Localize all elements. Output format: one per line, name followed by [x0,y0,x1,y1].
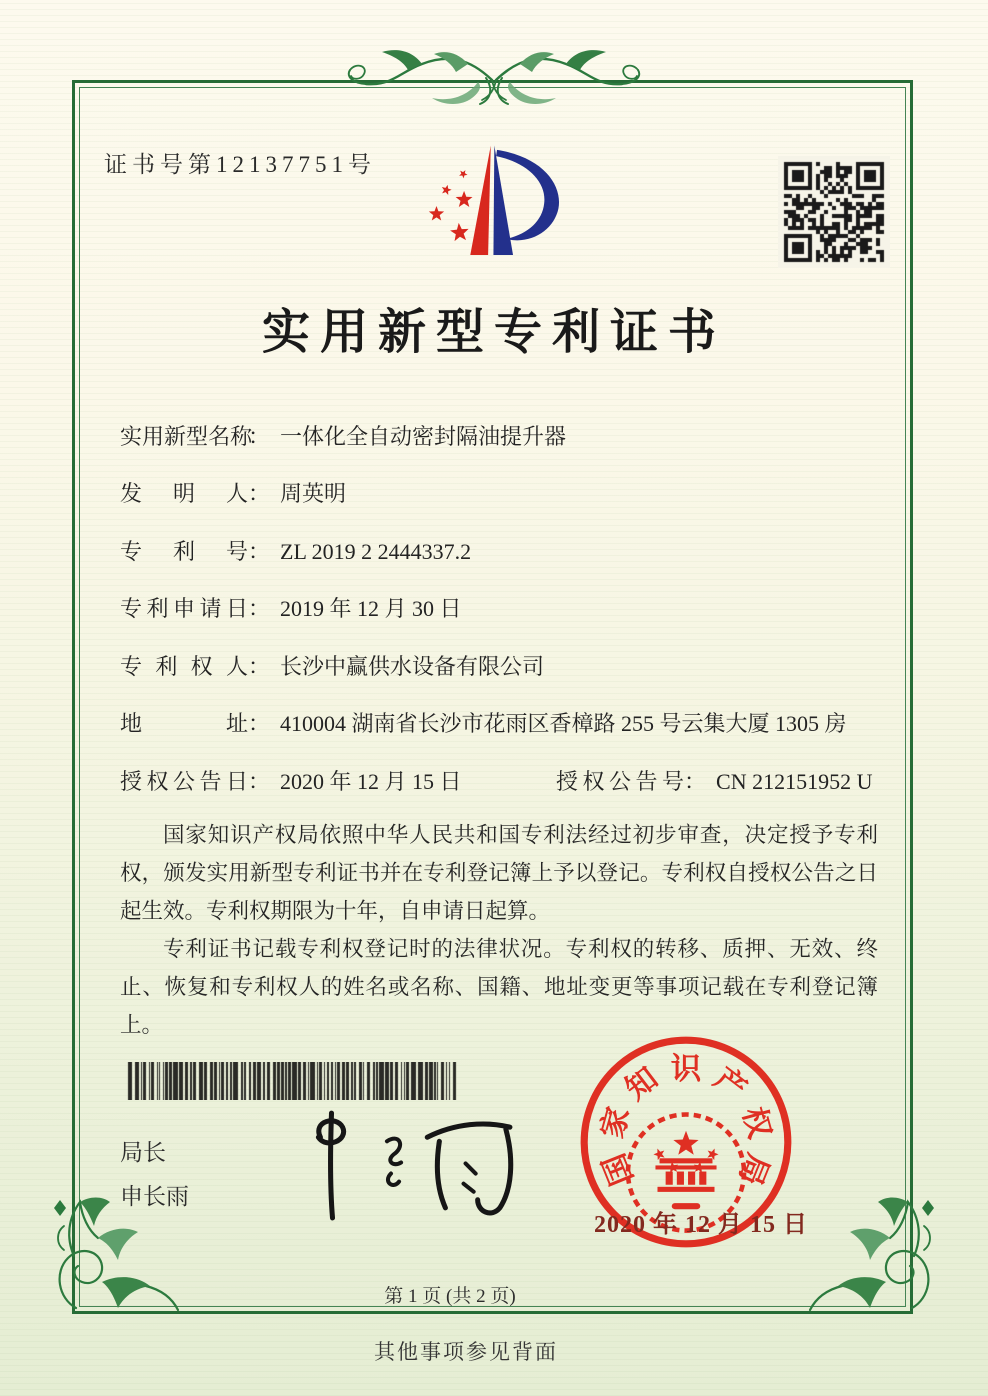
field-pair-grant-number [556,765,872,796]
svg-text:权: 权 [736,1103,777,1142]
legal-text [120,816,878,1044]
field-colon: ： [248,481,271,506]
svg-text:家: 家 [595,1103,636,1142]
field-label: 授 权 公 告 日 [120,769,248,794]
field-row-grant [120,765,880,796]
field-row-filing-date [120,592,462,623]
field-label: 专 利 权 人 [120,654,248,679]
barcode [126,1062,464,1100]
director-signature-icon [268,1106,520,1224]
official-name: 申长雨 [120,1183,189,1209]
field-row-inventor [120,477,346,508]
field-colon: ： [248,539,271,564]
field-label: 实 用 新 型 名 称 [120,424,253,449]
field-row-patentee [120,650,544,681]
legal-paragraph-2: 专利证书记载专利权登记时的法律状况。专利权的转移、质押、无效、终止、恢复和专利权人的姓名或名称、国籍、地址变更等事项记载在专利登记簿上。 [120,937,878,1037]
field-value: 2020 年 12 月 15 日 [280,769,462,794]
legal-paragraph-1: 国家知识产权局依照中华人民共和国专利法经过初步审查，决定授予专利权，颁发实用新型专利证书并在专利登记簿上予以登记。专利权自授权公告之日起生效。专利权期限为十年，自申请日起算。 [120,823,878,923]
field-colon: ： [248,596,271,621]
official-title: 局长 [120,1139,166,1165]
field-label: 专 利 申 请 日 [120,596,248,621]
svg-text:知: 知 [619,1061,665,1107]
field-value: 长沙中赢供水设备有限公司 [280,654,545,679]
field-value: 一体化全自动密封隔油提升器 [280,424,567,449]
certificate-title: 实用新型专利证书 [261,306,726,359]
field-colon: ： [248,711,271,736]
field-colon: ： [248,424,271,449]
qr-code [778,156,890,268]
field-value: 周英明 [280,481,347,506]
field-label: 地 址 [120,711,248,736]
field-value: CN 212151952 U [716,769,873,794]
field-label: 授 权 公 告 号 [556,769,684,794]
field-colon: ： [248,654,271,679]
field-value: ZL 2019 2 2444337.2 [280,539,472,564]
field-label: 专 利 号 [120,539,248,564]
field-row-patent-number [120,535,471,566]
field-label: 发 明 人 [120,481,248,506]
certificate-number: 证书号第12137751号 [104,152,376,177]
field-row-address [120,707,847,738]
svg-text:局: 局 [732,1148,776,1190]
svg-text:产: 产 [707,1061,753,1107]
field-value: 2019 年 12 月 30 日 [280,596,462,621]
cnipa-logo-icon [408,138,586,274]
footer-note: 其他事项参见背面 [374,1340,558,1364]
field-colon: ： [684,769,707,794]
field-row-utility-model-name [120,420,566,451]
field-colon: ： [248,769,271,794]
field-value: 410004 湖南省长沙市花雨区香樟路 255 号云集大厦 1305 房 [280,711,847,736]
page-indicator: 第 1 页 (共 2 页) [384,1286,516,1307]
seal-date: 2020 年 12 月 15 日 [594,1212,808,1238]
svg-text:国: 国 [596,1148,640,1190]
svg-text:识: 识 [670,1051,702,1086]
